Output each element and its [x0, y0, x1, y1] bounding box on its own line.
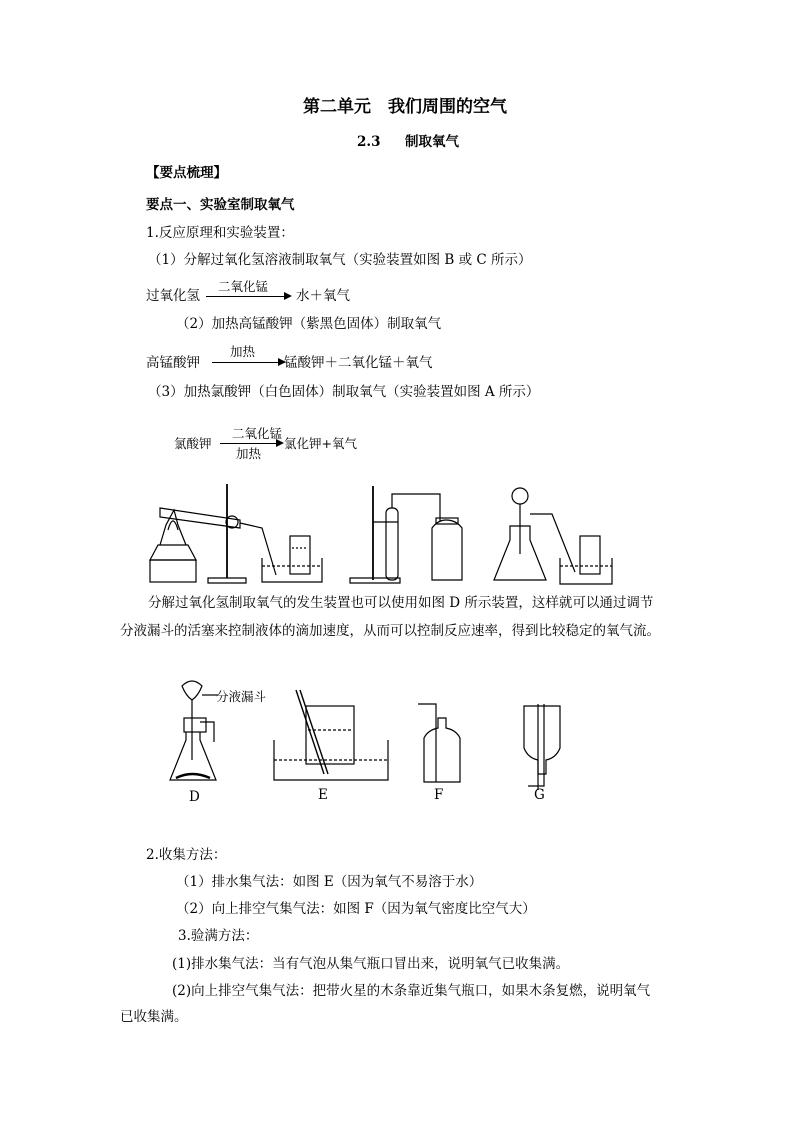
fig-label-f: F: [434, 787, 444, 803]
item1-2-text: （2）加热高锰酸钾（紫黑色固体）制取氧气: [176, 316, 442, 332]
item1-3-text: （3）加热氯酸钾（白色固体）制取氧气（实验装置如图 A 所示）: [148, 384, 540, 400]
section-heading: 【要点梳理】: [146, 165, 227, 181]
eq2-reactant: 高锰酸钾: [146, 355, 200, 371]
subtitle-number: 2.3: [357, 134, 381, 150]
eq1-reactant: 过氧化氢: [146, 288, 200, 304]
item3-2-line2: 已收集满。: [120, 1009, 188, 1025]
eq3-condition-top: 二氧化锰: [232, 426, 283, 441]
fig-label-g: G: [534, 787, 545, 803]
item1-text: 1.反应原理和实验装置：: [146, 225, 294, 241]
eq2-products: 锰酸钾＋二氧化锰＋氧气: [284, 355, 433, 371]
eq3-reactant: 氯酸钾: [174, 436, 212, 451]
item1-1-text: （1）分解过氧化氢溶液制取氧气（实验装置如图 B 或 C 所示）: [148, 252, 532, 268]
item3-1-text: (1)排水集气法：当有气泡从集气瓶口冒出来，说明氧气已收集满。: [172, 956, 570, 972]
subtitle-text: 制取氧气: [405, 134, 459, 150]
apparatus-e: [274, 690, 388, 780]
paragraph-line1: 分解过氧化氢制取氧气的发生装置也可以使用如图 D 所示装置，这样就可以通过调节: [148, 595, 654, 611]
apparatus-g: [524, 704, 560, 790]
eq1-products: 水＋氧气: [296, 288, 350, 304]
fig-label-d: D: [189, 789, 200, 805]
item2-1-text: （1）排水集气法：如图 E（因为氧气不易溶于水）: [176, 874, 483, 890]
item3-2-line1: (2)向上排空气集气法：把带火星的木条靠近集气瓶口，如果木条复燃，说明氧气: [172, 983, 651, 999]
paragraph-line2: 分液漏斗的活塞来控制液体的滴加速度，从而可以控制反应速率，得到比较稳定的氧气流。: [120, 623, 660, 639]
eq2-condition: 加热: [230, 344, 256, 359]
point1-heading: 要点一、实验室制取氧气: [146, 197, 295, 213]
apparatus-d: [170, 681, 218, 780]
page-title: 第二单元 我们周围的空气: [303, 97, 507, 117]
funnel-label: 分液漏斗: [216, 689, 267, 704]
fig-label-e: E: [318, 787, 328, 803]
eq1-condition: 二氧化锰: [218, 279, 269, 294]
eq3-products: 氯化钾+氧气: [284, 436, 357, 451]
eq3-condition-bottom: 加热: [236, 446, 262, 461]
item3-text: 3.验满方法：: [178, 928, 259, 944]
item2-text: 2.收集方法：: [146, 847, 227, 863]
apparatus-f: [418, 704, 460, 782]
item2-2-text: （2）向上排空气集气法：如图 F（因为氧气密度比空气大）: [176, 901, 536, 917]
